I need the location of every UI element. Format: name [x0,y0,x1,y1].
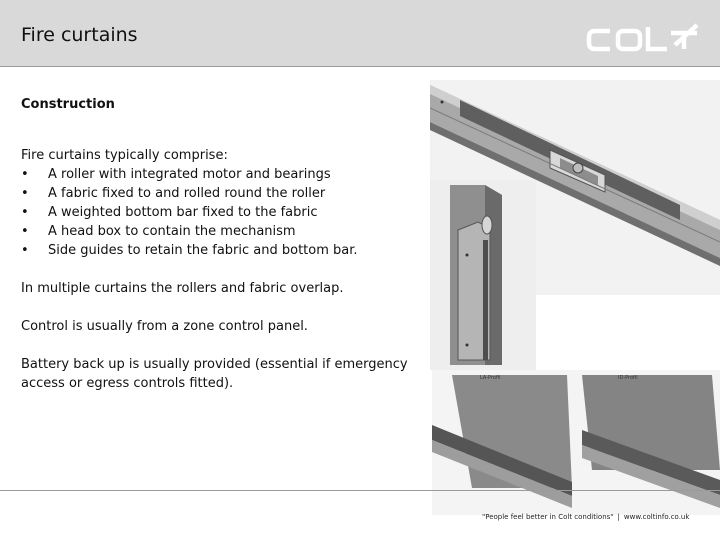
profile-label-right: ID-Profil [618,375,638,381]
header-bar [0,0,720,67]
body-text [21,146,416,393]
list-item: • Side guides to retain the fabric and bottom bar. [21,241,416,260]
list-item: • A weighted bottom bar fixed to the fabric [21,203,416,222]
component-list [21,165,416,260]
footer-slogan: "People feel better in Colt conditions" [482,513,614,521]
overlap-paragraph: In multiple curtains the rollers and fabric overlap. [21,281,344,296]
footer-url[interactable]: www.coltinfo.co.uk [623,513,690,521]
battery-paragraph: Battery back up is usually provided (essential if emergency access or egress controls fitted). [21,357,408,391]
control-paragraph: Control is usually from a zone control panel. [21,319,308,334]
footer-separator: | [617,513,620,521]
list-item: • A head box to contain the mechanism [21,222,416,241]
footer-divider [0,490,720,491]
section-heading: Construction [21,97,115,112]
side-guide-image [430,180,536,370]
page-title: Fire curtains [21,24,138,46]
list-item: • A fabric fixed to and rolled round the roller [21,184,416,203]
list-item: • A roller with integrated motor and bearings [21,165,416,184]
curtain-profiles-image [432,370,720,515]
footer [482,513,689,521]
intro-text: Fire curtains typically comprise: [21,148,228,163]
profile-label-left: LA-Profil [480,375,501,381]
colt-logo [585,22,701,56]
